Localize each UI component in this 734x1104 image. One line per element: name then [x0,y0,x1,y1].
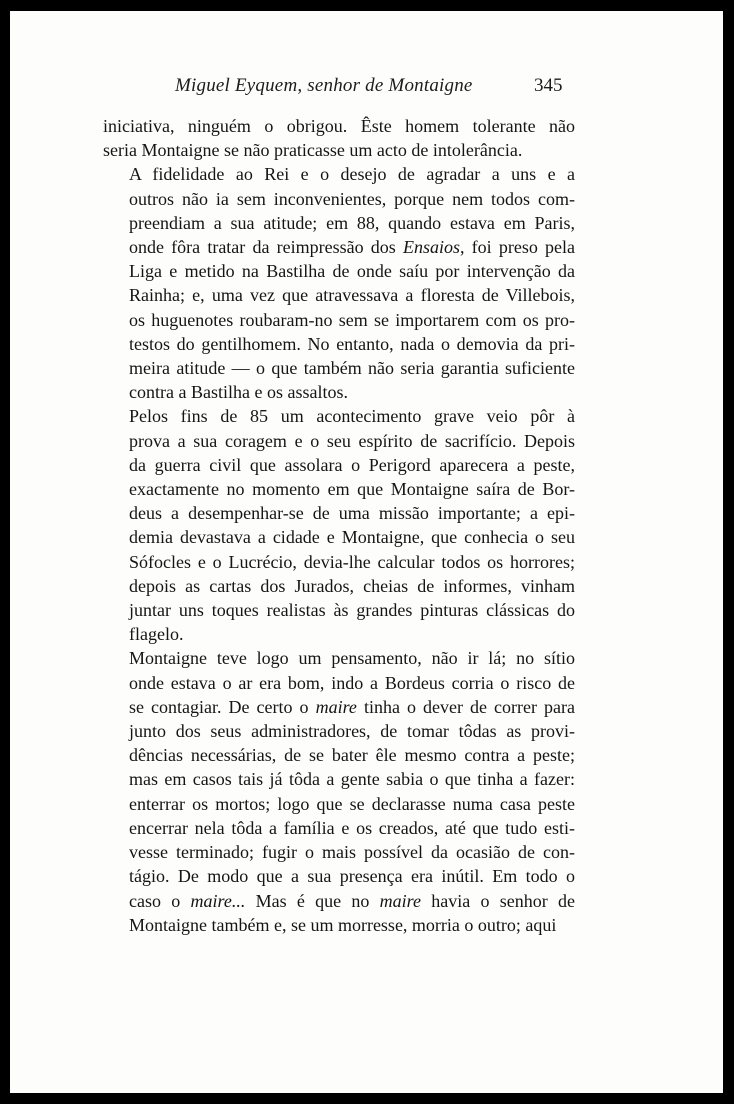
body-text [103,114,575,937]
paragraph-4 [103,646,575,936]
italic-maire: maire [379,890,421,911]
text-fragment: onde fôra tratar da reimpressão dos [129,237,396,258]
text-line: testos do gentilhomem. No entanto, nada o demovia da pri- [129,333,575,354]
text-line: iniciativa, ninguém o obrigou. Êste homem tolerante não [103,116,575,136]
text-fragment: tinha o dever de correr para [363,696,575,717]
running-head [10,75,723,105]
text-line: exactamente no momento em que Montaigne saíra de Bor- [129,479,575,500]
text-line: flagelo. [129,624,184,645]
text-line: meira atitude — o que também não seria garantia suficiente [129,358,575,379]
text-line: tágio. De modo que a sua presença era inútil. Em todo o [129,866,575,887]
text-line: mas em casos tais já tôda a gente sabia o que tinha a fazer: [129,769,575,790]
text-line: seria Montaigne se não praticasse um acto de intolerância. [103,140,523,161]
italic-maire: maire [315,696,357,717]
text-line: encerrar nela tôda a família e os creados, até que tudo esti- [129,817,575,838]
text-line: A fidelidade ao Rei e o desejo de agradar a uns e a [129,164,575,185]
text-line: enterrar os mortos; logo que se declarasse numa casa peste [129,793,575,814]
text-line: Rainha; e, uma vez que atravessava a floresta de Villebois, [129,285,575,306]
text-line: Montaigne também e, se um morresse, morria o outro; aqui [129,914,557,935]
text-line: dências necessárias, de se bater êle mesmo contra a peste; [129,745,575,766]
text-line: depois as cartas dos Jurados, cheias de informes, vinham [129,575,575,596]
text-fragment: Mas é que no [255,890,370,911]
text-line: Sófocles e o Lucrécio, devia-lhe calcular todos os horrores; [129,551,575,572]
text-line: Pelos fins de 85 um acontecimento grave veio pôr à [129,406,575,427]
text-line: junto dos seus administradores, de tomar tôdas as provi- [129,721,575,742]
page-number: 345 [534,75,563,96]
paragraph-1 [103,114,575,162]
text-line: prova a sua coragem e o seu espírito de sacrifício. Depois [129,430,575,451]
text-line: deus a desempenhar-se de uma missão importante; a epi- [129,503,575,524]
text-line: preendiam a sua atitude; em 88, quando estava em Paris, [129,212,575,233]
text-line: onde estava o ar era bom, indo a Bordeus corria o risco de [129,672,575,693]
text-line [103,889,575,913]
text-fragment: se contagiar. De certo o [129,696,309,717]
text-line [103,235,575,259]
text-line: da guerra civil que assolara o Perigord aparecera a peste, [129,454,575,475]
text-line: os huguenotes roubaram-no sem se importarem com os pro- [129,309,575,330]
running-title: Miguel Eyquem, senhor de Montaigne [175,75,473,96]
text-line: contra a Bastilha e os assaltos. [129,382,348,403]
text-line: Liga e metido na Bastilha de onde saíu por intervenção da [129,261,575,282]
text-fragment: , foi preso pela [460,237,575,258]
text-fragment: havia o senhor de [431,890,575,911]
text-line [103,695,575,719]
paragraph-3 [103,404,575,646]
italic-maire: maire... [190,890,246,911]
paragraph-2 [103,162,575,404]
text-line: Montaigne teve logo um pensamento, não ir lá; no sítio [129,648,575,669]
book-page [10,11,723,1093]
text-line: demia devastava a cidade e Montaigne, que conhecia o seu [129,527,575,548]
text-line: vesse terminado; fugir o mais possível da ocasião de con- [129,842,575,863]
text-line: juntar uns toques realistas às grandes pinturas clássicas do [129,600,575,621]
text-fragment: caso o [129,890,181,911]
text-line: outros não ia sem inconvenientes, porque nem todos com- [129,188,575,209]
italic-title-ensaios: Ensaios [402,237,460,258]
